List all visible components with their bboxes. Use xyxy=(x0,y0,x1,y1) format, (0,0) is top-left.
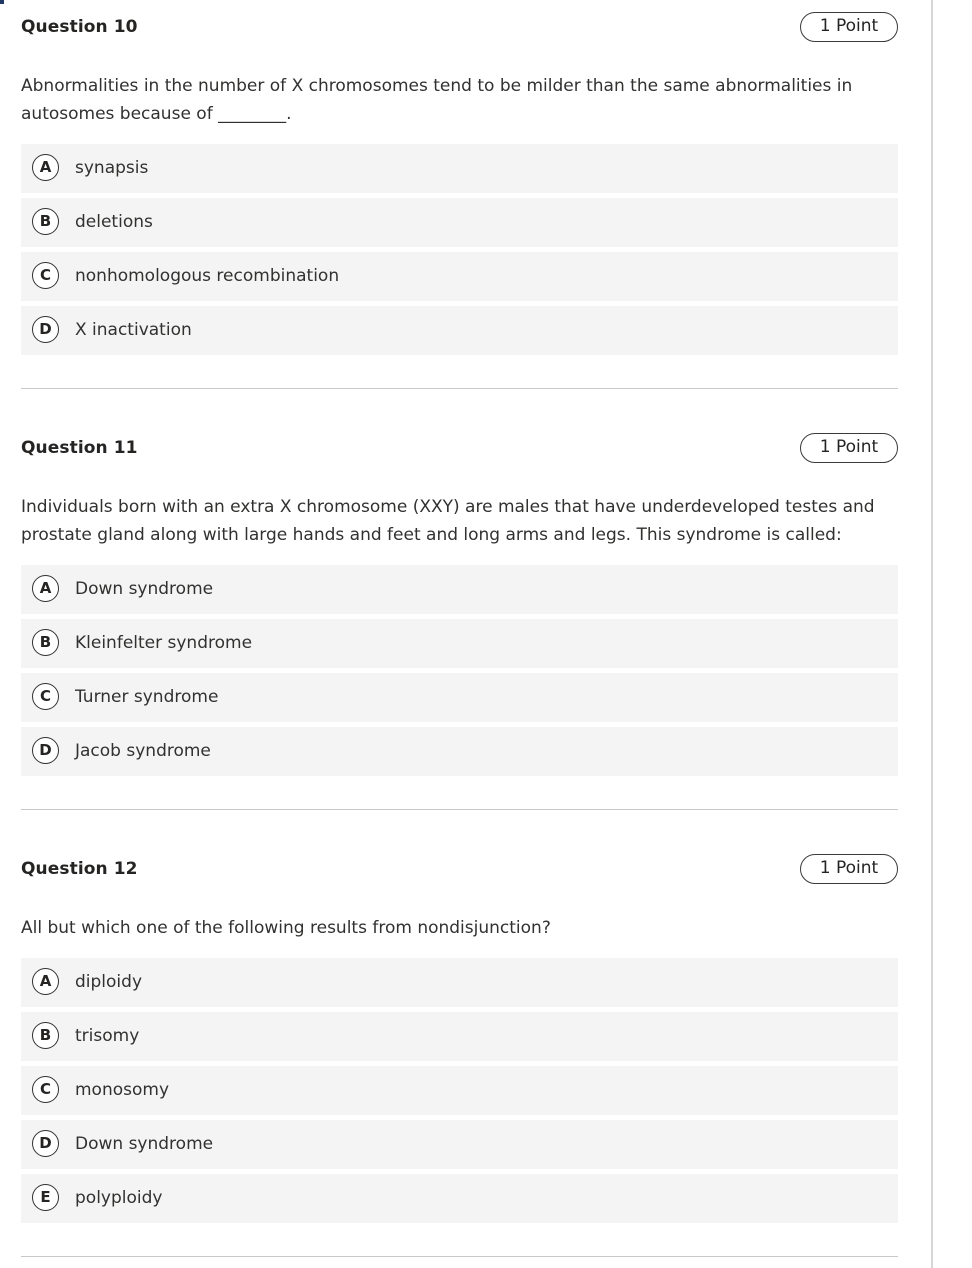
answer-option[interactable] xyxy=(21,727,898,776)
points-badge: 1 Point xyxy=(800,854,898,884)
answer-option[interactable] xyxy=(21,198,898,247)
points-badge: 1 Point xyxy=(800,433,898,463)
question-header xyxy=(21,842,898,897)
option-label: Down syndrome xyxy=(75,579,214,599)
question-divider xyxy=(21,809,898,810)
option-label: Turner syndrome xyxy=(75,687,219,707)
answer-option[interactable] xyxy=(21,673,898,722)
page-corner-marker xyxy=(0,0,4,4)
option-label: deletions xyxy=(75,212,153,232)
question-text: All but which one of the following results from nondisjunction? xyxy=(21,918,551,938)
option-letter-badge: B xyxy=(32,629,59,656)
option-letter-badge: B xyxy=(32,1022,59,1049)
answer-option[interactable] xyxy=(21,1120,898,1169)
option-letter-badge: D xyxy=(32,1130,59,1157)
question-card xyxy=(21,0,898,389)
question-card xyxy=(21,842,898,1257)
answer-option[interactable] xyxy=(21,1174,898,1223)
answer-options xyxy=(21,565,898,776)
option-letter-badge: B xyxy=(32,208,59,235)
option-letter-badge: D xyxy=(32,316,59,343)
option-label: Jacob syndrome xyxy=(75,741,211,761)
option-letter-badge: A xyxy=(32,154,59,181)
answer-option[interactable] xyxy=(21,1066,898,1115)
question-card xyxy=(21,421,898,810)
answer-option[interactable] xyxy=(21,144,898,193)
option-letter-badge: C xyxy=(32,262,59,289)
scrollbar-track[interactable] xyxy=(931,0,933,1268)
option-letter-badge: E xyxy=(32,1184,59,1211)
question-text: Individuals born with an extra X chromosome (XXY) are males that have underdeveloped testes and prostate gland along with large hands and feet and long arms and legs. This syndrome is called: xyxy=(21,497,875,545)
option-letter-badge: C xyxy=(32,683,59,710)
option-label: Kleinfelter syndrome xyxy=(75,633,253,653)
points-badge: 1 Point xyxy=(800,12,898,42)
option-letter-badge: D xyxy=(32,737,59,764)
question-divider xyxy=(21,388,898,389)
option-label: trisomy xyxy=(75,1026,140,1046)
answer-options xyxy=(21,144,898,355)
option-label: polyploidy xyxy=(75,1188,163,1208)
option-label: monosomy xyxy=(75,1080,170,1100)
answer-option[interactable] xyxy=(21,619,898,668)
question-divider xyxy=(21,1256,898,1257)
answer-option[interactable] xyxy=(21,1012,898,1061)
option-letter-badge: A xyxy=(32,575,59,602)
option-label: X inactivation xyxy=(75,320,192,340)
question-text: Abnormalities in the number of X chromosomes tend to be milder than the same abnormalities in autosomes because of ________. xyxy=(21,76,853,124)
answer-option[interactable] xyxy=(21,306,898,355)
option-letter-badge: A xyxy=(32,968,59,995)
answer-options xyxy=(21,958,898,1223)
answer-option[interactable] xyxy=(21,958,898,1007)
answer-option[interactable] xyxy=(21,565,898,614)
option-label: diploidy xyxy=(75,972,143,992)
question-header xyxy=(21,0,898,55)
option-label: synapsis xyxy=(75,158,149,178)
option-label: nonhomologous recombination xyxy=(75,266,340,286)
question-title: Question 10 xyxy=(21,17,138,37)
question-header xyxy=(21,421,898,476)
question-title: Question 11 xyxy=(21,438,138,458)
option-label: Down syndrome xyxy=(75,1134,214,1154)
answer-option[interactable] xyxy=(21,252,898,301)
question-title: Question 12 xyxy=(21,859,138,879)
option-letter-badge: C xyxy=(32,1076,59,1103)
